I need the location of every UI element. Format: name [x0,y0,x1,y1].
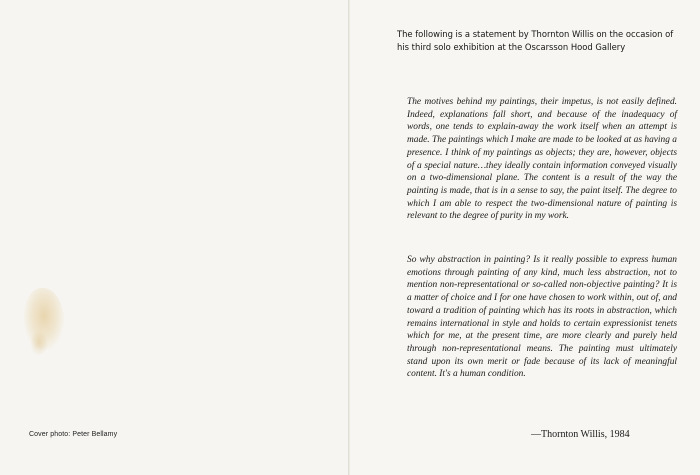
paper-stain-small [30,330,48,356]
statement-paragraph-2: So why abstraction in painting? Is it really possible to express human emotions through painting of any kind, much less abstraction, not to mention non-representational or so-called non-objective painting? It is a matter of choice and I for one have chosen to work within, out of, and toward a tradition of painting which has its roots in abstraction, which remains international in style and holds to certain expressionist tenets which for me, at the present time, are more clearly and purely held through non-representational means. The painting must ultimately stand upon its own merit or fade because of its lack of meaningful content. It's a human condition. [407,255,677,380]
left-page [0,0,349,475]
right-page [350,0,700,475]
statement-heading: The following is a statement by Thornton Willis on the occasion of his third solo exhibition at the Oscarsson Hood Gallery [397,29,674,52]
artist-signature: —Thornton Willis, 1984 [531,429,630,440]
statement-paragraph-1: The motives behind my paintings, their impetus, is not easily defined. Indeed, explanations fall short, and because of the inadequacy of words, one tends to explain-away the work itself when an attempt is made. The paintings which I make are made to be looked at as having a presence. I think of my paintings as objects; they are, however, objects of a special nature…they ideally contain information conveyed visually on a two-dimensional plane. The content is a result of the way the painting is made, that is in a sense to say, the paint itself. The degree to which I am able to respect the two-dimensional nature of painting is relevant to the degree of purity in my work. [407,97,677,222]
cover-photo-credit: Cover photo: Peter Bellamy [29,431,118,438]
